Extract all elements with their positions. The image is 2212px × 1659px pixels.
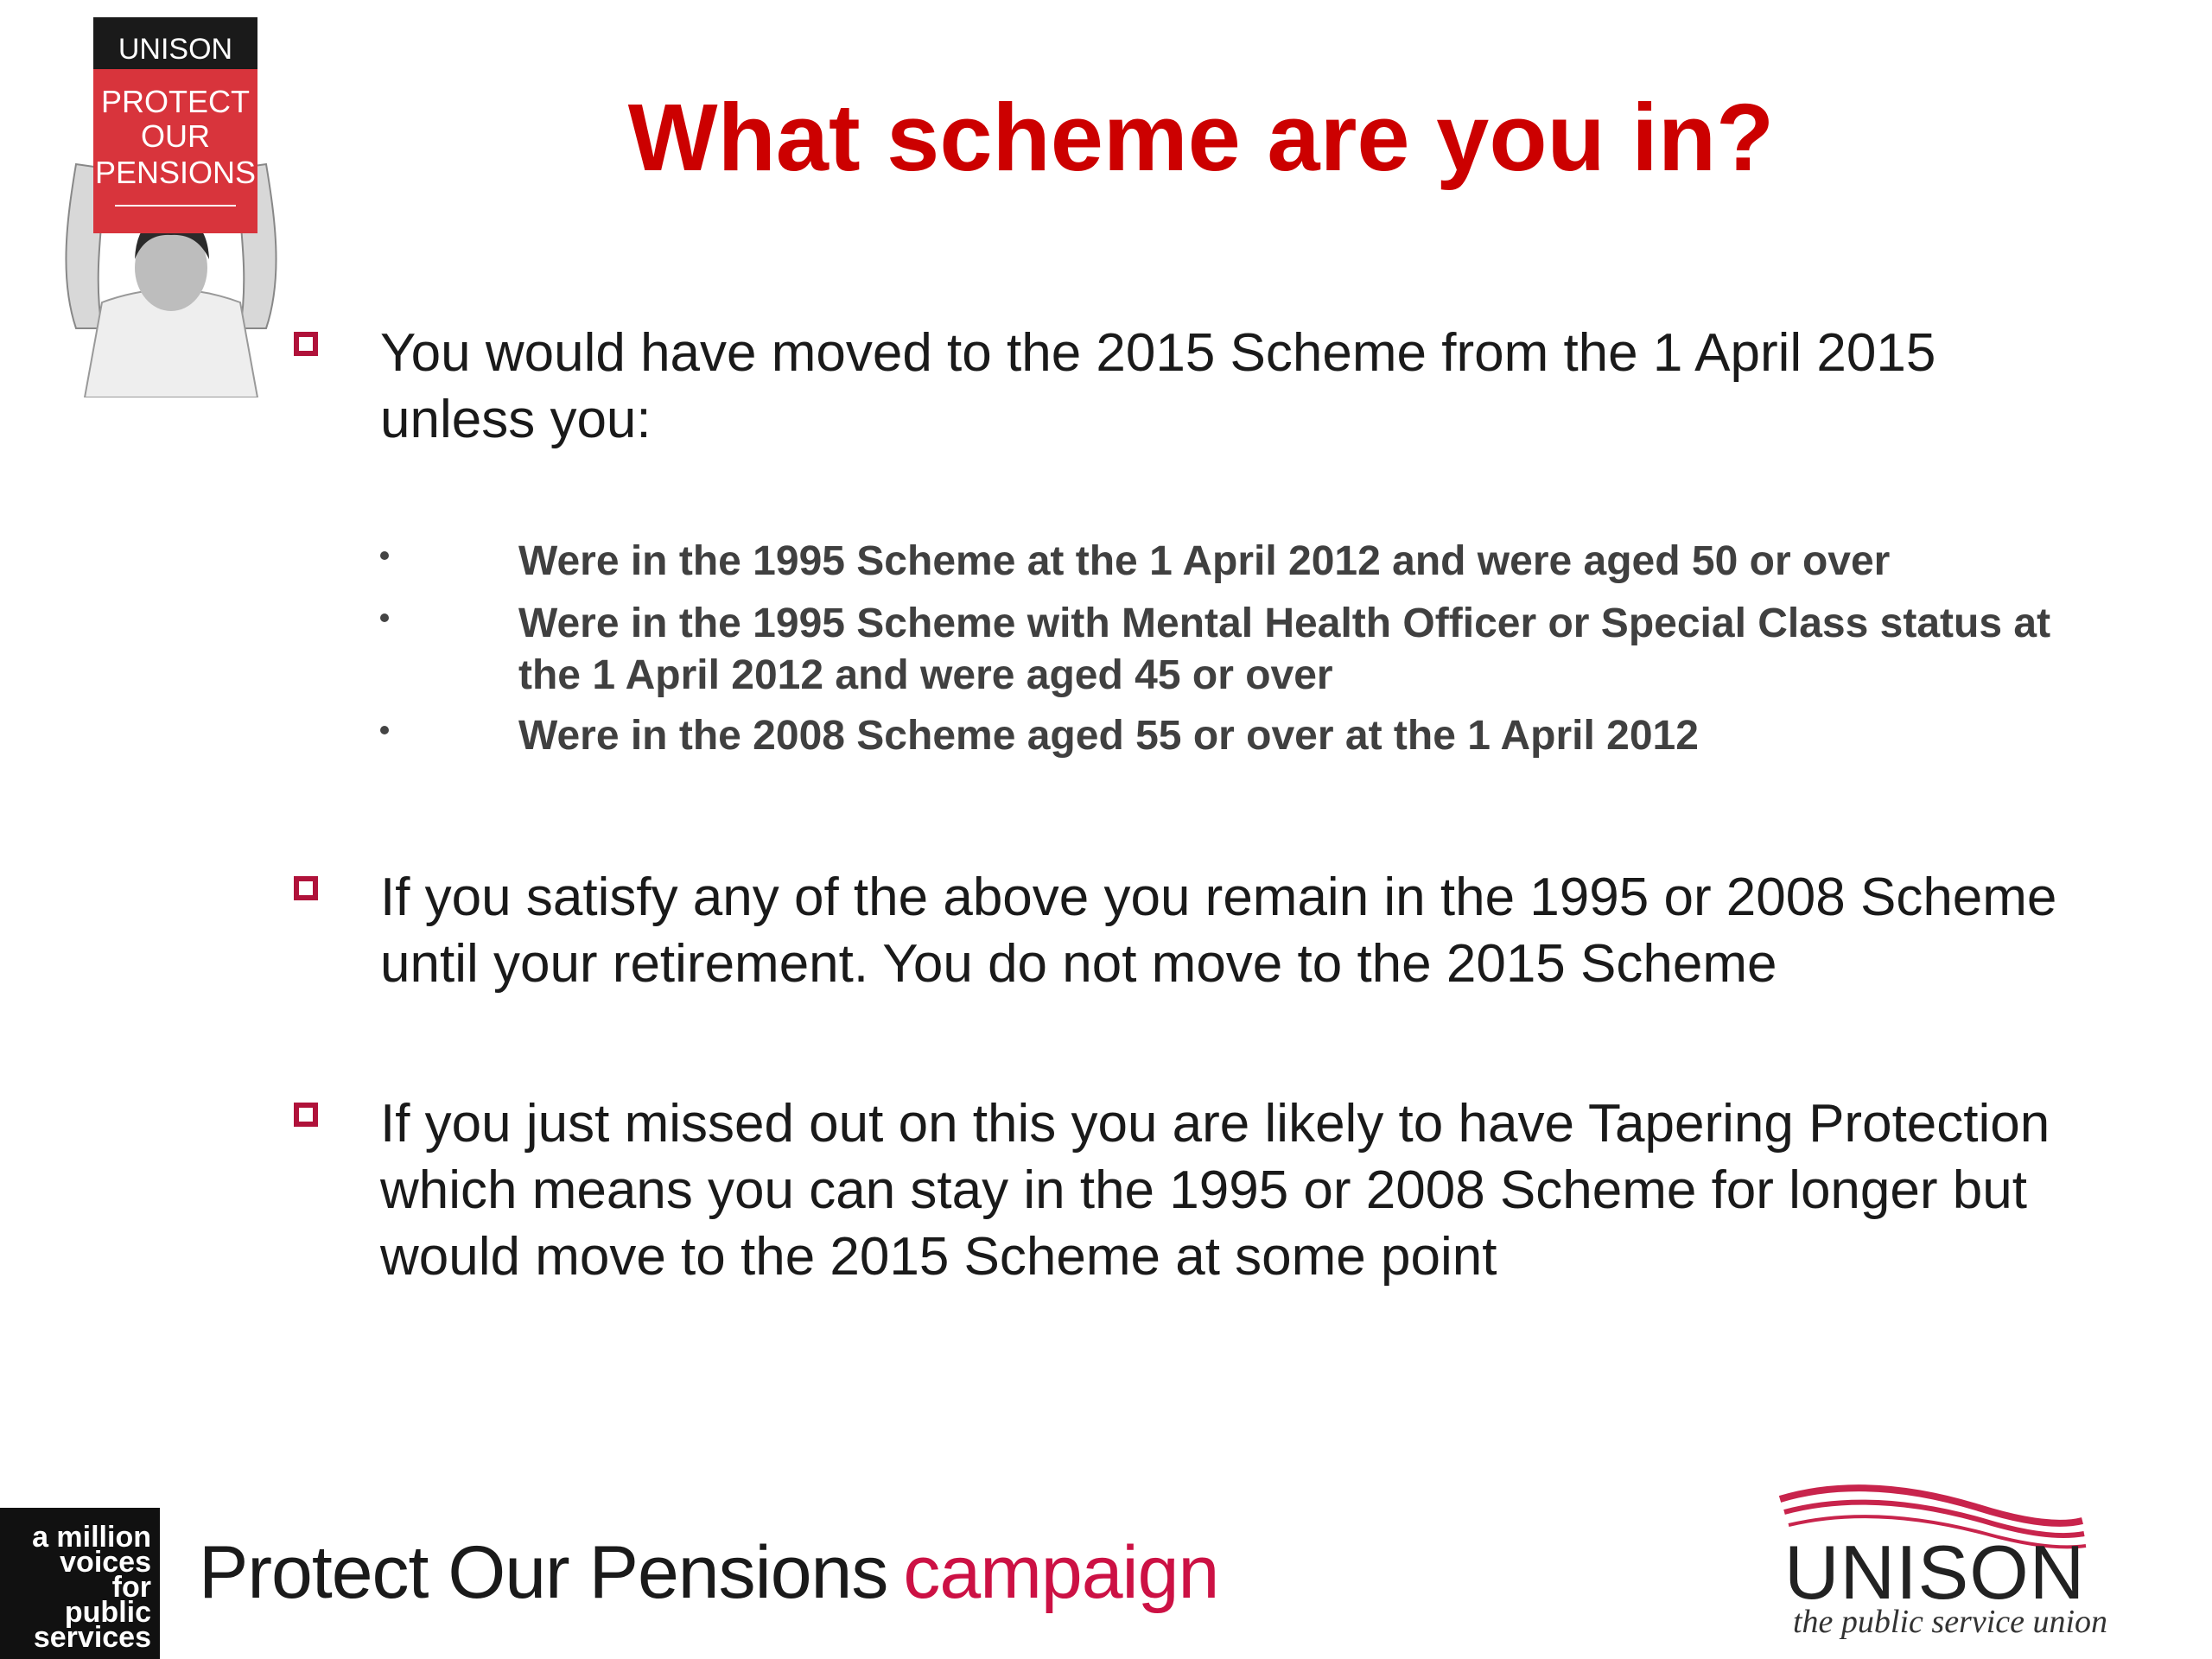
bullet-text: If you satisfy any of the above you remain in the 1995 or 2008 Scheme until your retirement. You do not move to the 2015 Scheme xyxy=(380,868,2057,994)
sub-bullet-text: Were in the 1995 Scheme at the 1 April 2012 and were aged 50 or over xyxy=(518,538,1891,584)
sub-bullet-text: Were in the 2008 Scheme aged 55 or over at the 1 April 2012 xyxy=(518,713,1699,759)
bullet-text: If you just missed out on this you are likely to have Tapering Protection which means you can stay in the 1995 or 2008 Scheme for longer but would move to the 2015 Scheme at some point xyxy=(380,1094,2050,1287)
million-line: voices xyxy=(60,1546,151,1579)
million-line: a million xyxy=(32,1521,151,1554)
poster-line2: OUR xyxy=(141,118,210,154)
bullet-dot-icon xyxy=(380,551,389,560)
checkbox-bullet-icon xyxy=(294,876,318,900)
sub-bullet-text: Were in the 1995 Scheme with Mental Health Officer or Special Class status at the 1 April 2012 and were aged 45 or over xyxy=(518,601,2051,698)
poster-brand: UNISON xyxy=(118,33,233,66)
checkbox-bullet-icon xyxy=(294,1103,318,1127)
unison-tagline: the public service union xyxy=(1793,1604,2108,1640)
bullet-text: You would have moved to the 2015 Scheme from the 1 April 2015 unless you: xyxy=(380,323,1936,449)
campaign-word: campaign xyxy=(903,1531,1219,1614)
checkbox-bullet-icon xyxy=(294,332,318,356)
poster-line3: PENSIONS xyxy=(94,155,257,190)
protect-pensions-poster-image xyxy=(41,17,301,397)
bullet-dot-icon xyxy=(380,613,389,622)
million-line: for xyxy=(111,1571,151,1604)
million-line: public xyxy=(64,1596,151,1629)
bullet-dot-icon xyxy=(380,726,389,734)
million-voices-badge xyxy=(0,1508,160,1659)
unison-logo-text: UNISON xyxy=(1784,1529,2086,1615)
million-line: services xyxy=(33,1621,151,1654)
slide-title: What scheme are you in? xyxy=(627,85,1775,191)
poster-line1: PROTECT xyxy=(100,84,251,119)
campaign-name: Protect Our Pensions xyxy=(199,1531,888,1614)
campaign-heading xyxy=(199,1529,1218,1616)
